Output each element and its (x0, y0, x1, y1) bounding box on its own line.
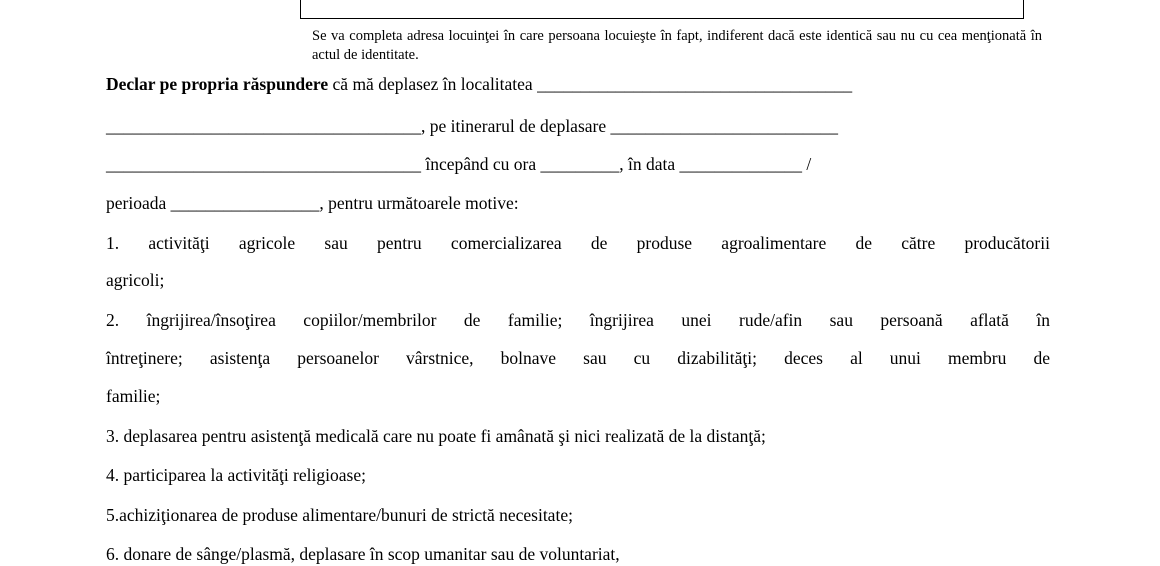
reason-4: 4. participarea la activităţi religioase; (106, 465, 366, 485)
declaration-line (106, 72, 852, 96)
reason-2-line-a: 2. îngrijirea/însoţirea copiilor/membrilor de familie; îngrijirea unei rude/afin sau persoană aflată în (106, 310, 1050, 330)
reason-5: 5.achiziţionarea de produse alimentare/bunuri de strictă necesitate; (106, 505, 573, 525)
address-field-box[interactable] (300, 0, 1024, 19)
declaration-bold-text: Declar pe propria răspundere (106, 74, 329, 94)
reason-2-line-c: familie; (106, 386, 161, 406)
time-date-line: ____________________________________ începând cu ora _________, în data ______________ / (106, 154, 812, 174)
reason-3: 3. deplasarea pentru asistenţă medicală care nu poate fi amânată şi nici realizată de la distanţă; (106, 426, 766, 446)
itinerary-line: ____________________________________, pe itinerarul de deplasare __________________________ (106, 116, 838, 136)
reason-6: 6. donare de sânge/plasmă, deplasare în scop umanitar sau de voluntariat, (106, 544, 620, 564)
reason-1-line-a: 1. activităţi agricole sau pentru comercializarea de produse agroalimentare de către producătorii (106, 233, 1050, 253)
period-line: perioada _________________, pentru următoarele motive: (106, 193, 519, 213)
address-note: Se va completa adresa locuinţei în care persoana locuieşte în fapt, indiferent dacă este identică sau nu cu cea menţionată în actul de identitate. (312, 28, 1042, 63)
reason-1-line-b: agricoli; (106, 270, 165, 290)
declaration-locality-text: că mă deplasez în localitatea ____________________________________ (328, 74, 853, 94)
reason-2-line-b: întreţinere; asistenţa persoanelor vârstnice, bolnave sau cu dizabilităţi; deces al unui membru de (106, 348, 1050, 368)
